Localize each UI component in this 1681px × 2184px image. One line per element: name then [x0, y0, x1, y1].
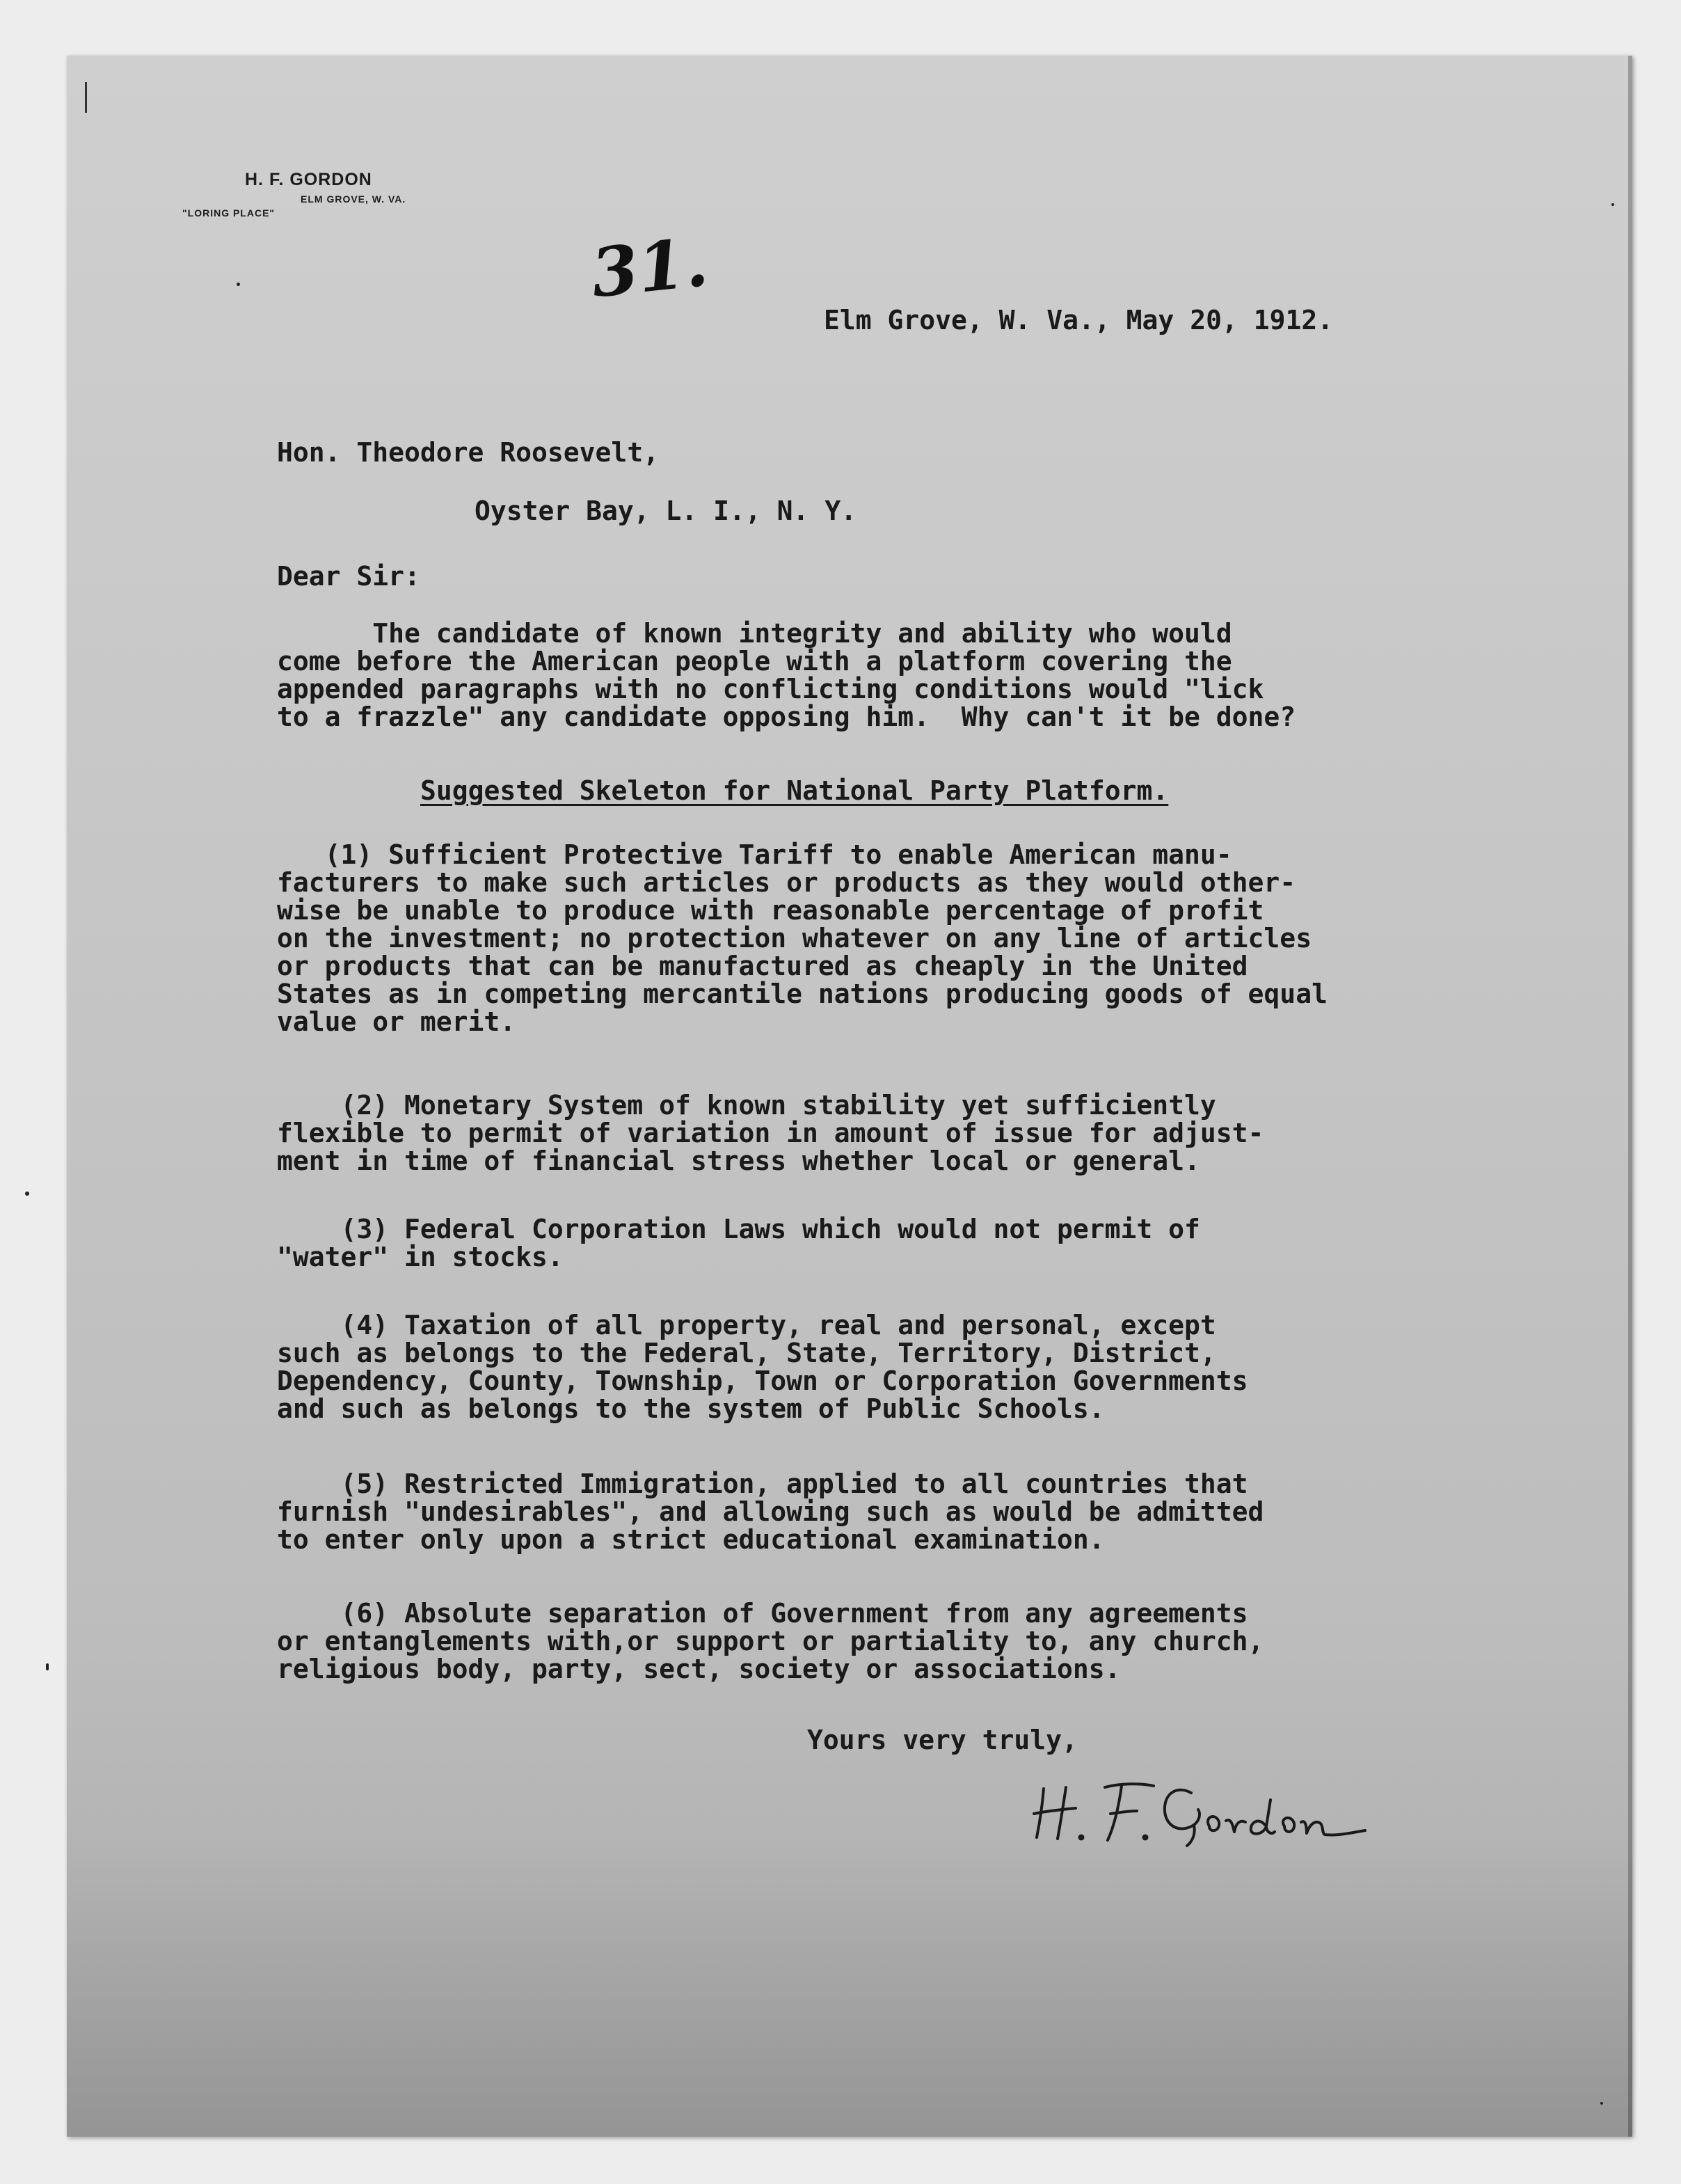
text-line: (3) Federal Corporation Laws which would not permit of — [277, 1214, 1200, 1244]
platform-item-1 — [277, 841, 1501, 1036]
text-line: to a frazzle" any candidate opposing him. Why can't it be done? — [277, 702, 1296, 732]
text-line: wise be unable to produce with reasonable percentage of profit — [277, 895, 1264, 926]
text-line: to enter only upon a strict educational examination. — [277, 1524, 1105, 1555]
text-line: The candidate of known integrity and ability who would — [277, 618, 1232, 649]
paper-speck — [46, 1663, 49, 1670]
binder-mark — [85, 82, 87, 113]
paper-speck — [237, 283, 240, 286]
platform-item-4 — [277, 1311, 1501, 1423]
text-line: ment in time of financial stress whether local or general. — [277, 1146, 1200, 1176]
letterhead-name: H. F. GORDON — [245, 170, 372, 189]
platform-item-3 — [277, 1215, 1501, 1271]
paper-shadow — [67, 1837, 1632, 2137]
date-line: Elm Grove, W. Va., May 20, 1912. — [824, 305, 1334, 335]
text-line: and such as belongs to the system of Public Schools. — [277, 1393, 1105, 1424]
closing: Yours very truly, — [807, 1725, 1078, 1755]
text-line: value or merit. — [277, 1006, 516, 1037]
letterhead-place: "LORING PLACE" — [182, 207, 276, 219]
recipient-address: Oyster Bay, L. I., N. Y. — [475, 496, 857, 526]
text-line: "water" in stocks. — [277, 1242, 564, 1272]
platform-item-2 — [277, 1091, 1501, 1175]
text-line: on the investment; no protection whatever on any line of articles — [277, 923, 1312, 953]
paper-speck — [25, 1192, 29, 1196]
platform-heading: Suggested Skeleton for National Party Platform. — [420, 775, 1169, 806]
text-line: facturers to make such articles or products as they would other- — [277, 867, 1296, 898]
text-line: States as in competing mercantile nations producing goods of equal — [277, 979, 1328, 1009]
intro-paragraph — [277, 619, 1460, 731]
paper-speck — [1611, 203, 1614, 206]
paper-edge — [1628, 56, 1632, 2137]
text-line: or products that can be manufactured as cheaply in the United — [277, 951, 1248, 981]
handwritten-page-number: 31. — [587, 222, 712, 313]
letterhead-town: ELM GROVE, W. VA. — [301, 193, 406, 205]
recipient-name: Hon. Theodore Roosevelt, — [277, 437, 660, 468]
text-line: religious body, party, sect, society or associations. — [277, 1654, 1121, 1684]
platform-item-6 — [277, 1599, 1501, 1683]
text-line: Dependency, County, Township, Town or Corporation Governments — [277, 1366, 1248, 1396]
text-line: or entanglements with,or support or partiality to, any church, — [277, 1626, 1264, 1656]
text-line: flexible to permit of variation in amount of issue for adjust- — [277, 1118, 1264, 1148]
greeting: Dear Sir: — [277, 561, 420, 592]
text-line: (5) Restricted Immigration, applied to all countries that — [277, 1469, 1248, 1499]
platform-item-5 — [277, 1470, 1501, 1553]
text-line: such as belongs to the Federal, State, Territory, District, — [277, 1338, 1216, 1368]
text-line: (1) Sufficient Protective Tariff to enable American manu- — [277, 839, 1232, 870]
text-line: appended paragraphs with no conflicting conditions would "lick — [277, 674, 1264, 704]
paper-speck — [1600, 2102, 1603, 2105]
text-line: (6) Absolute separation of Government from any agreements — [277, 1598, 1248, 1629]
text-line: furnish "undesirables", and allowing such as would be admitted — [277, 1496, 1264, 1527]
text-line: (2) Monetary System of known stability yet sufficiently — [277, 1090, 1216, 1121]
text-line: come before the American people with a platform covering the — [277, 646, 1232, 676]
text-line: (4) Taxation of all property, real and personal, except — [277, 1310, 1216, 1340]
handwritten-signature — [1030, 1768, 1371, 1851]
